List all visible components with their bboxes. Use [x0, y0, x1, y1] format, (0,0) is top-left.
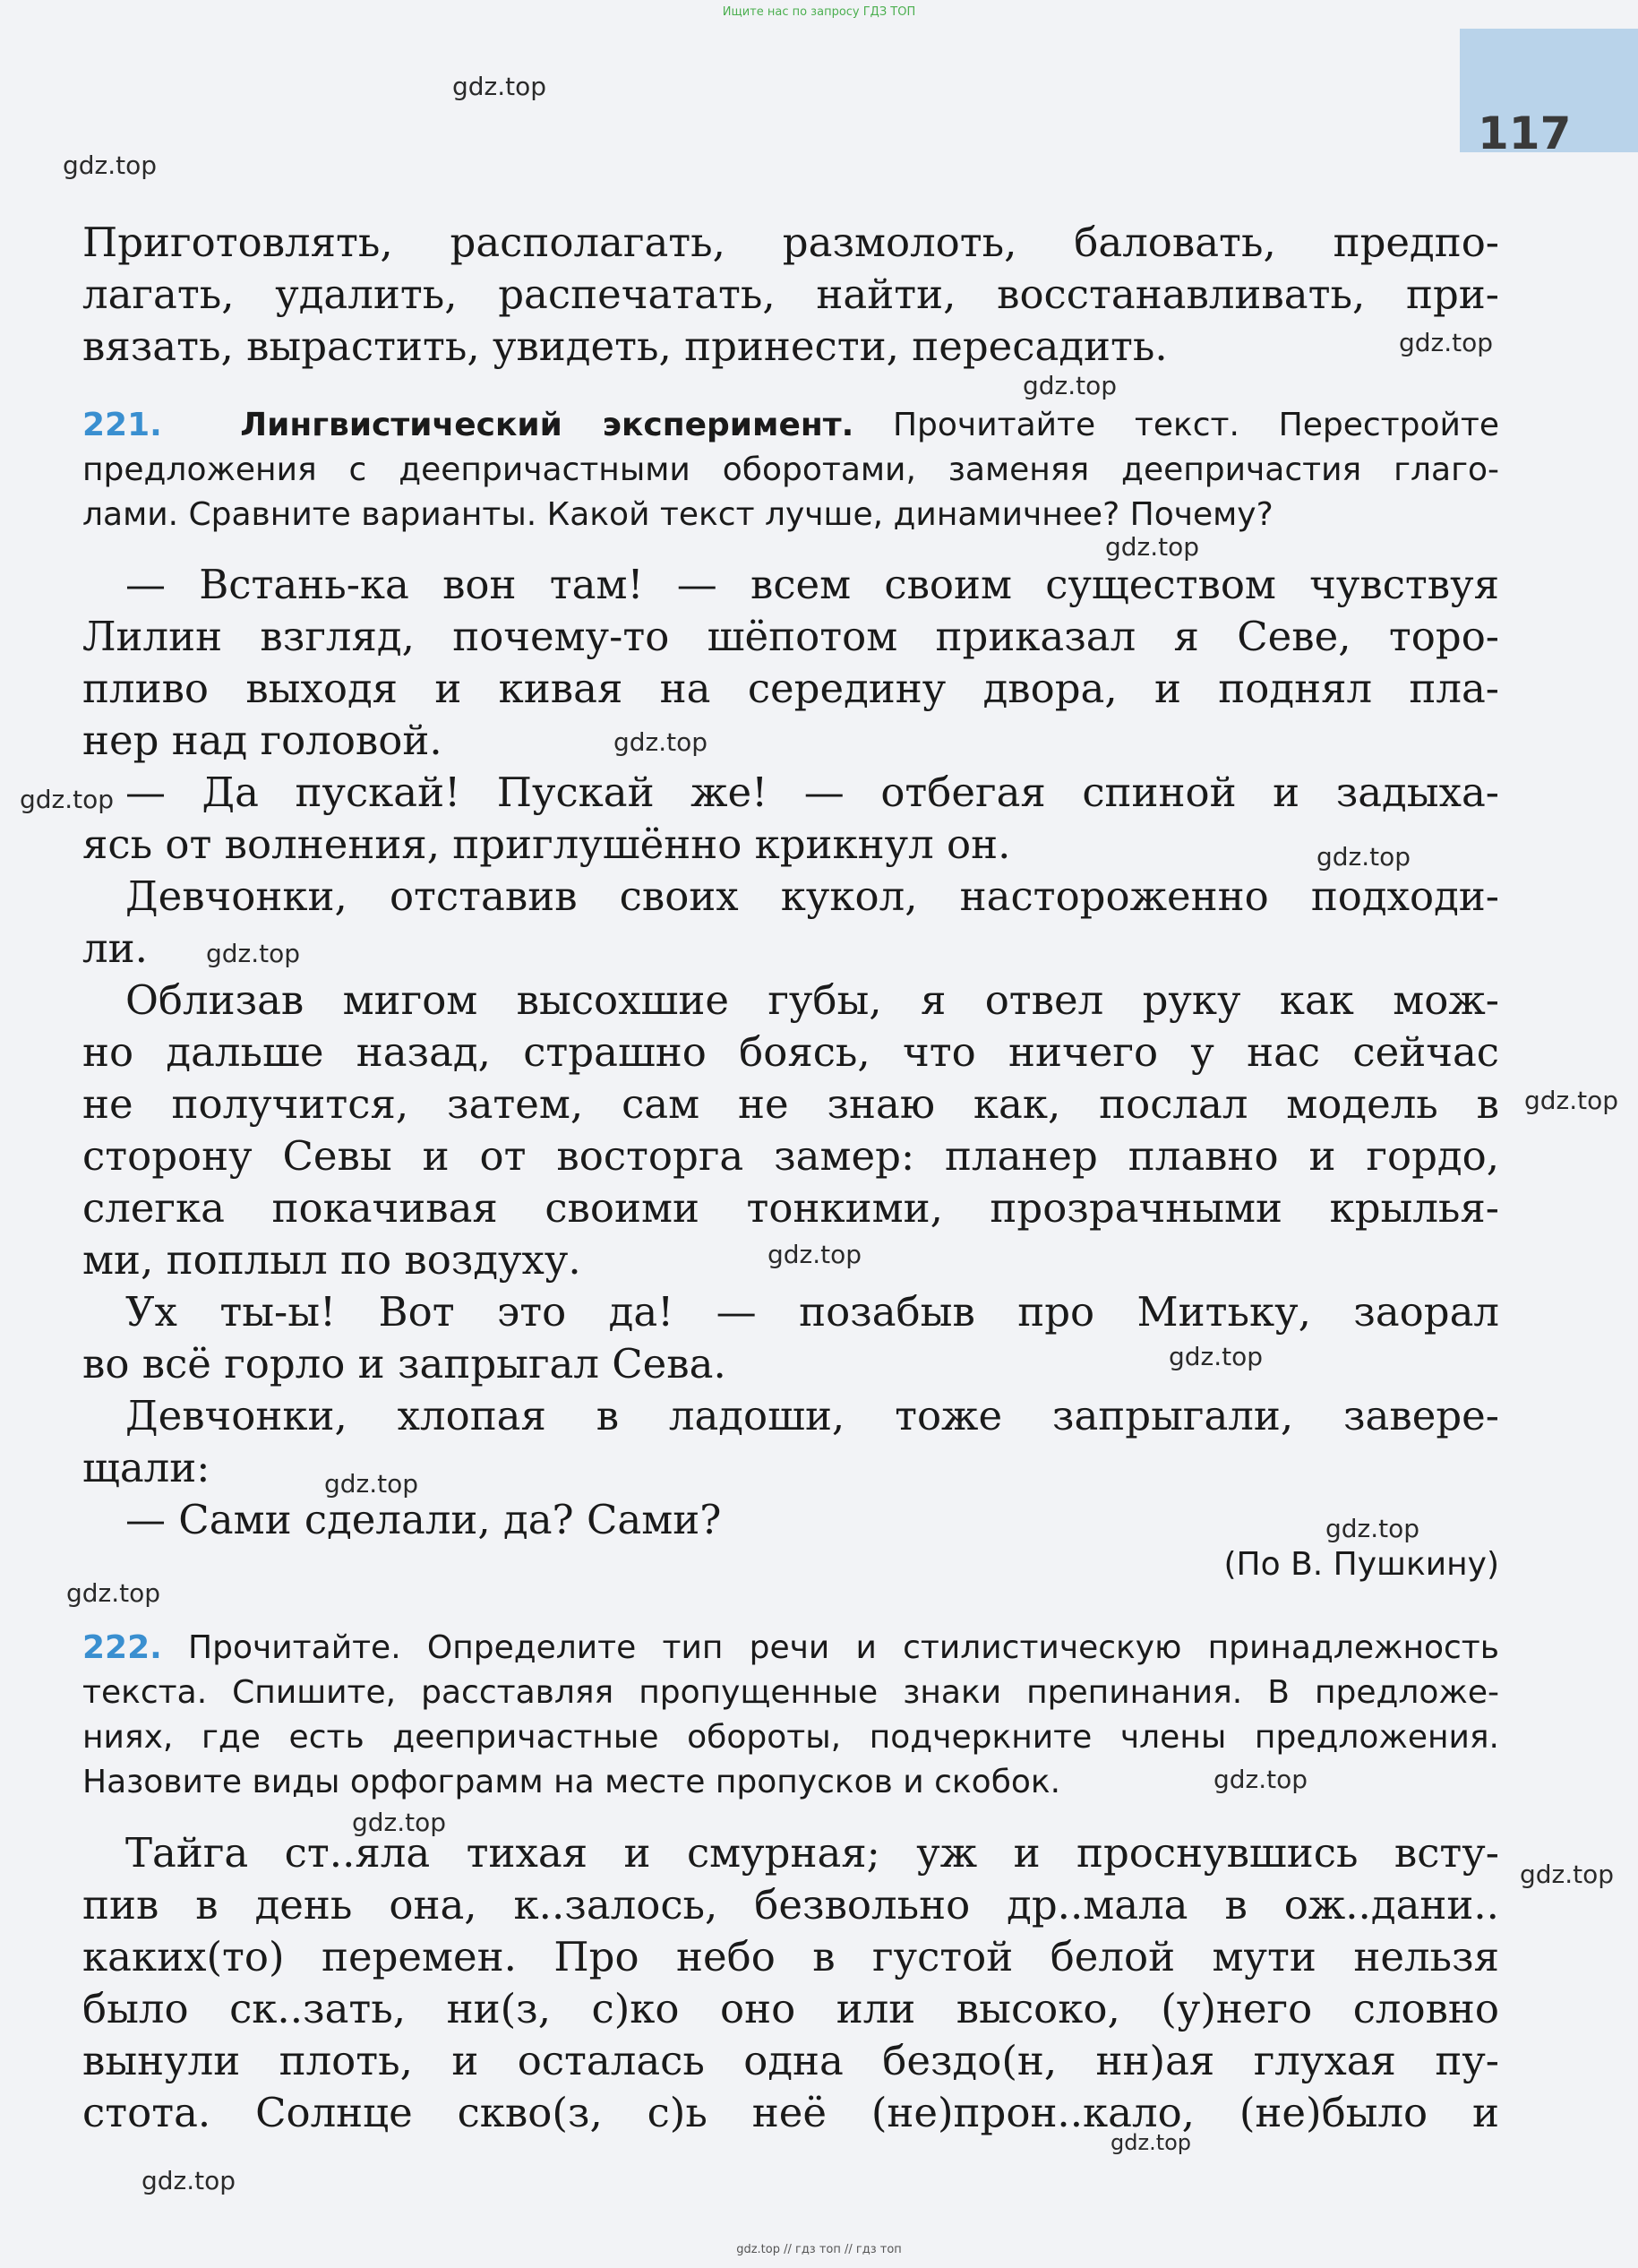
- text-line: вязать, вырастить, увидеть, принести, пересадить.: [82, 322, 1168, 370]
- watermark: gdz.top: [1023, 371, 1118, 400]
- watermark: gdz.top: [206, 939, 301, 968]
- watermark: gdz.top: [352, 1808, 447, 1837]
- task-line: ниях, где есть деепричастные обороты, подчеркните члены предложения.: [82, 1719, 1499, 1756]
- text-line: ясь от волнения, приглушённо крикнул он.: [82, 820, 1011, 868]
- task-text: Прочитайте. Определите тип речи и стилистическую принадлежность: [188, 1629, 1499, 1666]
- watermark: gdz.top: [1213, 1765, 1308, 1794]
- text-line: Лилин взгляд, почему-то шёпотом приказал я Севе, торо-: [82, 613, 1499, 660]
- text-line: сторону Севы и от восторга замер: планер плавно и гордо,: [82, 1132, 1499, 1180]
- task-text: Прочитайте текст. Перестройте: [892, 407, 1499, 443]
- text-line: — Да пускай! Пускай же! — отбегая спиной и задыха-: [125, 769, 1499, 816]
- text-line: Приготовлять, располагать, размолоть, баловать, предпо-: [82, 219, 1499, 266]
- task-line: Назовите виды орфограмм на месте пропусков и скобок.: [82, 1764, 1061, 1800]
- text-line: не получится, затем, сам не знаю как, послал модель в: [82, 1080, 1499, 1128]
- watermark: gdz.top: [1111, 2130, 1192, 2155]
- exercise-number: 221.: [82, 407, 162, 443]
- watermark: gdz.top: [768, 1240, 862, 1269]
- task-line: текста. Спишите, расставляя пропущенные знаки препинания. В предложе-: [82, 1674, 1499, 1711]
- text-line: пив в день она, к..залось, безвольно др..мала в ож..дани..: [82, 1881, 1499, 1929]
- exercise-221-task: [82, 403, 1499, 537]
- task-line: предложения с деепричастными оборотами, заменяя деепричастия глаго-: [82, 451, 1499, 488]
- text-line: ми, поплыл по воздуху.: [82, 1236, 581, 1284]
- text-line: стота. Солнце скво(з, с)ь неё (не)прон..кало, (не)было и: [82, 2089, 1499, 2136]
- page-number: 117: [1478, 107, 1572, 159]
- exercise-title: Лингвистический эксперимент.: [240, 407, 854, 443]
- watermark: gdz.top: [66, 1578, 161, 1608]
- task-line: лами. Сравните варианты. Какой текст лучше, динамичнее? Почему?: [82, 496, 1274, 533]
- watermark: gdz.top: [20, 785, 115, 814]
- watermark: gdz.top: [1520, 1860, 1615, 1889]
- watermark: gdz.top: [1325, 1514, 1420, 1543]
- top-note: Ищите нас по запросу ГДЗ ТОП: [722, 5, 916, 19]
- exercise-222-text: [82, 1827, 1499, 2139]
- text-line: Ух ты-ы! Вот это да! — позабыв про Митьку, заорал: [125, 1288, 1499, 1336]
- watermark: gdz.top: [1399, 328, 1494, 357]
- text-line: каких(то) перемен. Про небо в густой белой мути нельзя: [82, 1933, 1499, 1980]
- text-line: было ск..зать, ни(з, с)ко оно или высоко, (у)него словно: [82, 1985, 1499, 2032]
- source-attribution: (По В. Пушкину): [1223, 1546, 1499, 1583]
- watermark: gdz.top: [1316, 842, 1411, 872]
- text-line: лагать, удалить, распечатать, найти, восстанавливать, при-: [82, 271, 1499, 318]
- text-line: — Сами сделали, да? Сами?: [125, 1496, 722, 1543]
- watermark: gdz.top: [613, 727, 708, 757]
- text-line: нер над головой.: [82, 717, 442, 764]
- text-line: во всё горло и запрыгал Сева.: [82, 1340, 726, 1387]
- exercise-221-text: [82, 559, 1499, 1546]
- text-line: вынули плоть, и осталась одна бездо(н, нн)ая глухая пу-: [82, 2037, 1499, 2084]
- watermark: gdz.top: [324, 1469, 419, 1499]
- text-line: но дальше назад, страшно боясь, что ничего у нас сейчас: [82, 1028, 1499, 1076]
- watermark: gdz.top: [452, 72, 547, 101]
- text-line: — Встань-ка вон там! — всем своим существом чувствуя: [125, 561, 1499, 608]
- bottom-note: gdz.top // гдз топ // гдз топ: [736, 2243, 902, 2256]
- text-line: пливо выходя и кивая на середину двора, и поднял пла-: [82, 665, 1499, 712]
- watermark: gdz.top: [1169, 1342, 1264, 1371]
- exercise-222-heading: [82, 1626, 1499, 1671]
- intro-word-list: [82, 217, 1499, 373]
- text-line: ли.: [82, 924, 148, 972]
- exercise-221-heading: [82, 403, 1499, 448]
- text-line: Девчонки, отставив своих кукол, настороженно подходи-: [125, 872, 1499, 920]
- watermark: gdz.top: [142, 2166, 236, 2195]
- text-line: слегка покачивая своими тонкими, прозрачными крылья-: [82, 1184, 1499, 1232]
- watermark: gdz.top: [63, 150, 158, 180]
- watermark: gdz.top: [1105, 532, 1200, 562]
- watermark: gdz.top: [1524, 1086, 1619, 1115]
- text-line: Тайга ст..яла тихая и смурная; уж и проснувшись всту-: [125, 1829, 1499, 1877]
- text-line: Девчонки, хлопая в ладоши, тоже запрыгали, завере-: [125, 1392, 1499, 1439]
- text-line: Облизав мигом высохшие губы, я отвел руку как мож-: [125, 976, 1499, 1024]
- exercise-number: 222.: [82, 1629, 162, 1666]
- text-line: щали:: [82, 1444, 210, 1491]
